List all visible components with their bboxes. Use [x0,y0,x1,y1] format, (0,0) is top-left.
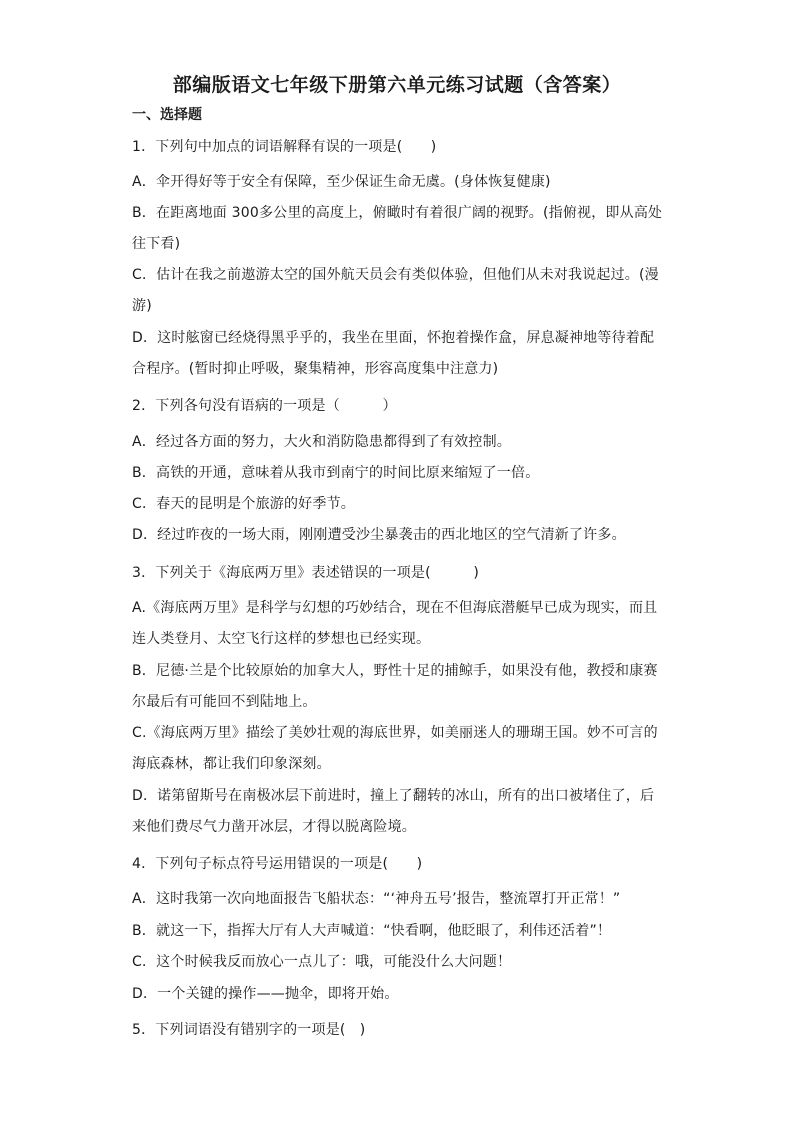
page-title: 部编版语文七年级下册第六单元练习试题（含答案） [172,74,622,96]
question-5-stem: 5．下列词语没有错别字的一项是( ) [132,1022,366,1038]
question-2-option-c: C．春天的昆明是个旅游的好季节。 [132,496,355,512]
question-4-option-b: B．就这一下，指挥大厅有人大声喊道：“快看啊，他眨眼了，利伟还活着”！ [132,923,612,939]
question-3-option-c: C.《海底两万里》描绘了美妙壮观的海底世界，如美丽迷人的珊瑚王国。妙不可言的 [132,725,658,741]
question-1-option-d: D．这时舷窗已经烧得黑乎乎的，我坐在里面，怀抱着操作盒，屏息凝神地等待着配 [132,330,655,346]
question-3-option-a: A.《海底两万里》是科学与幻想的巧妙结合，现在不但海底潜艇早已成为现实，而且 [132,600,658,616]
question-3-stem: 3．下列关于《海底两万里》表述错误的一项是( ) [132,565,480,581]
question-4-option-a: A．这时我第一次向地面报告飞船状态：“‘神舟五号’报告，整流罩打开正常！” [132,891,621,907]
question-2-option-d: D．经过昨夜的一场大雨，刚刚遭受沙尘暴袭击的西北地区的空气清新了许多。 [132,527,626,543]
section-heading: 一、选择题 [132,107,202,123]
question-1-option-b: B．在距离地面 300多公里的高度上，俯瞰时有着很广阔的视野。(指俯视，即从高处 [132,205,663,221]
question-4-option-d: D．一个关键的操作——抛伞，即将开始。 [132,986,399,1002]
question-2-stem: 2．下列各句没有语病的一项是（ ） [132,398,397,414]
question-1-option-c: C．估计在我之前遨游太空的国外航天员会有类似体验，但他们从未对我说起过。(漫 [132,267,659,283]
question-3-option-d-cont: 来他们费尽气力凿开冰层，才得以脱离险境。 [132,819,416,835]
question-1-option-a: A．伞开得好等于安全有保障，至少保证生命无虞。(身体恢复健康) [132,174,551,190]
question-3-option-a-cont: 连人类登月、太空飞行这样的梦想也已经实现。 [132,631,431,647]
question-1-option-c-cont: 游) [132,298,152,314]
question-1-option-b-cont: 往下看) [132,236,181,252]
question-2-option-a: A．经过各方面的努力，大火和消防隐患都得到了有效控制。 [132,434,511,450]
question-3-option-b: B．尼德·兰是个比较原始的加拿大人，野性十足的捕鲸手，如果没有他，教授和康赛 [132,663,658,679]
question-4-stem: 4．下列句子标点符号运用错误的一项是( ) [132,856,423,872]
question-3-option-d: D．诺第留斯号在南极冰层下前进时，撞上了翻转的冰山，所有的出口被堵住了，后 [132,788,655,804]
question-1-stem: 1．下列句中加点的词语解释有误的一项是( ) [132,139,437,155]
question-3-option-b-cont: 尔最后有可能回不到陆地上。 [132,694,317,710]
question-3-option-c-cont: 海底森林，都让我们印象深刻。 [132,756,331,772]
question-2-option-b: B．高铁的开通，意味着从我市到南宁的时间比原来缩短了一倍。 [132,465,540,481]
question-1-option-d-cont: 合程序。(暂时抑止呼吸，聚集精神，形容高度集中注意力) [132,361,499,377]
question-4-option-c: C．这个时候我反而放心一点儿了：哦，可能没什么大问题！ [132,954,512,970]
